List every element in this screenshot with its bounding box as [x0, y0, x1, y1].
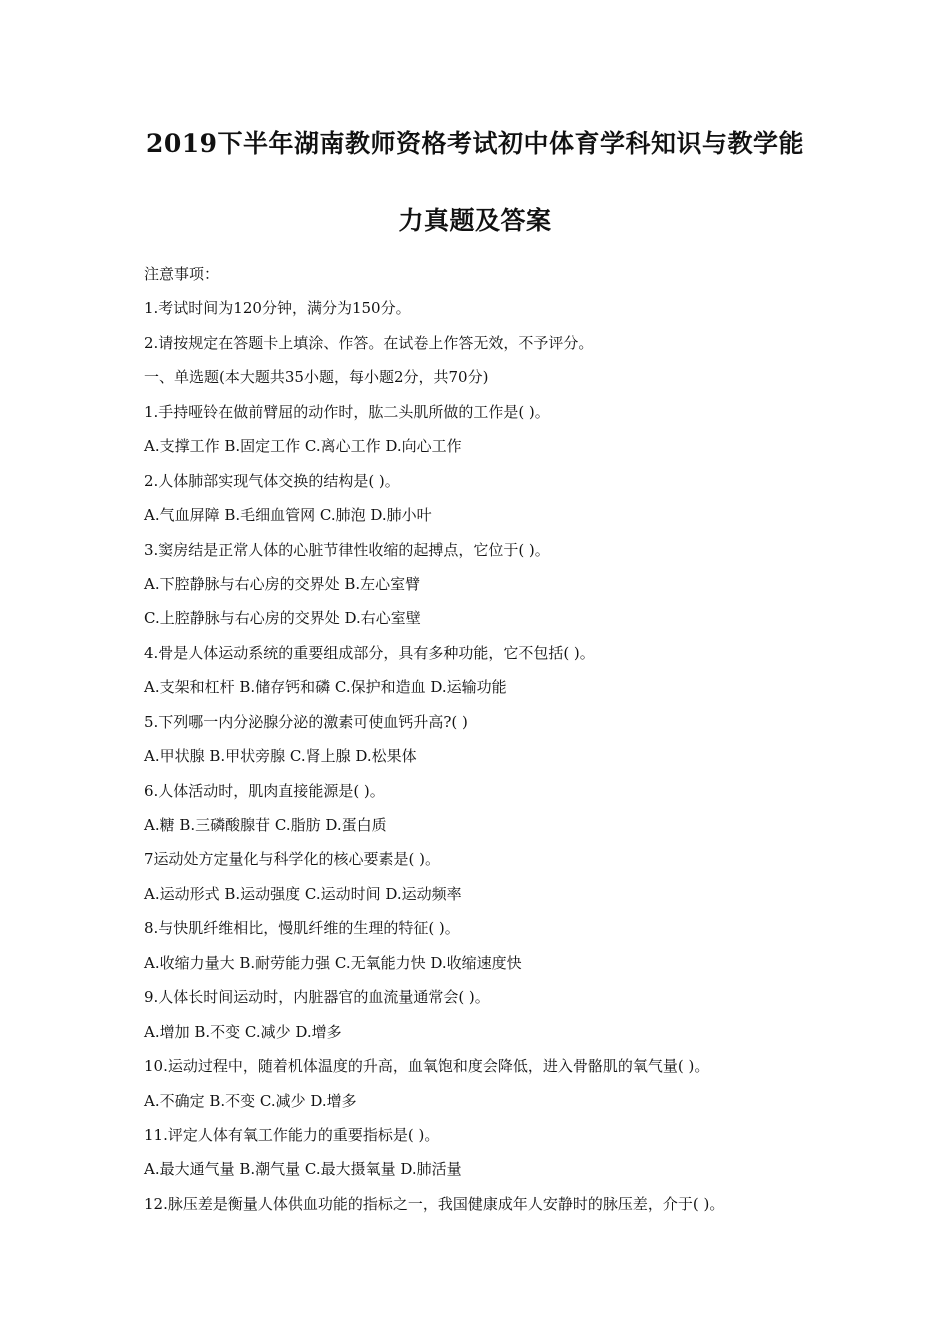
question-text: 9.人体长时间运动时，内脏器官的血流量通常会( )。 — [144, 988, 490, 1007]
question-options: A.糖 B.三磷酸腺苷 C.脂肪 D.蛋白质 — [144, 816, 387, 834]
question-text: 12.脉压差是衡量人体供血功能的指标之一，我国健康成年人安静时的脉压差，介于( )。 — [144, 1194, 725, 1213]
question-text: 6.人体活动时，肌肉直接能源是( )。 — [144, 781, 385, 800]
question-options: A.甲状腺 B.甲状旁腺 C.肾上腺 D.松果体 — [144, 747, 417, 766]
question-options: C.上腔静脉与右心房的交界处 D.右心室壁 — [144, 609, 421, 628]
question-text: 5.下列哪一内分泌腺分泌的激素可使血钙升高?( ) — [144, 712, 468, 731]
notice-heading: 注意事项： — [144, 265, 220, 283]
question-text: 2.人体肺部实现气体交换的结构是( )。 — [144, 471, 400, 490]
question-text: 7运动处方定量化与科学化的核心要素是( )。 — [144, 850, 441, 869]
document-title-line-2: 力真题及答案 — [398, 206, 552, 235]
document-title-line-1: 2019下半年湖南教师资格考试初中体育学科知识与教学能 — [145, 129, 805, 158]
question-text: 3.窦房结是正常人体的心脏节律性收缩的起搏点，它位于( )。 — [144, 540, 550, 559]
question-text: 1.手持哑铃在做前臂屈的动作时，肱二头肌所做的工作是( )。 — [144, 402, 550, 421]
question-options: A.支撑工作 B.固定工作 C.离心工作 D.向心工作 — [144, 437, 462, 456]
question-options: A.气血屏障 B.毛细血管网 C.肺泡 D.肺小叶 — [144, 506, 432, 525]
question-options: A.不确定 B.不变 C.减少 D.增多 — [144, 1091, 357, 1110]
question-options: A.增加 B.不变 C.减少 D.增多 — [144, 1022, 342, 1041]
question-text: 8.与快肌纤维相比，慢肌纤维的生理的特征( )。 — [144, 919, 460, 938]
question-text: 11.评定人体有氧工作能力的重要指标是( )。 — [144, 1125, 440, 1144]
question-options: A.收缩力量大 B.耐劳能力强 C.无氧能力快 D.收缩速度快 — [144, 953, 522, 972]
notice-item: 1.考试时间为120分钟，满分为150分。 — [144, 299, 411, 318]
question-options: A.支架和杠杆 B.储存钙和磷 C.保护和造血 D.运输功能 — [144, 678, 507, 697]
document-body — [144, 257, 844, 1221]
notice-item: 2.请按规定在答题卡上填涂、作答。在试卷上作答无效，不予评分。 — [144, 333, 594, 352]
section-heading: 一、单选题(本大题共35小题，每小题2分，共70分) — [144, 368, 489, 387]
question-options: A.最大通气量 B.潮气量 C.最大摄氧量 D.肺活量 — [144, 1160, 462, 1179]
question-text: 4.骨是人体运动系统的重要组成部分，具有多种功能，它不包括( )。 — [144, 643, 595, 662]
question-text: 10.运动过程中，随着机体温度的升高，血氧饱和度会降低，进入骨骼肌的氧气量( )。 — [144, 1057, 710, 1076]
question-options: A.下腔静脉与右心房的交界处 B.左心室臂 — [144, 574, 421, 593]
question-options: A.运动形式 B.运动强度 C.运动时间 D.运动频率 — [144, 884, 462, 903]
